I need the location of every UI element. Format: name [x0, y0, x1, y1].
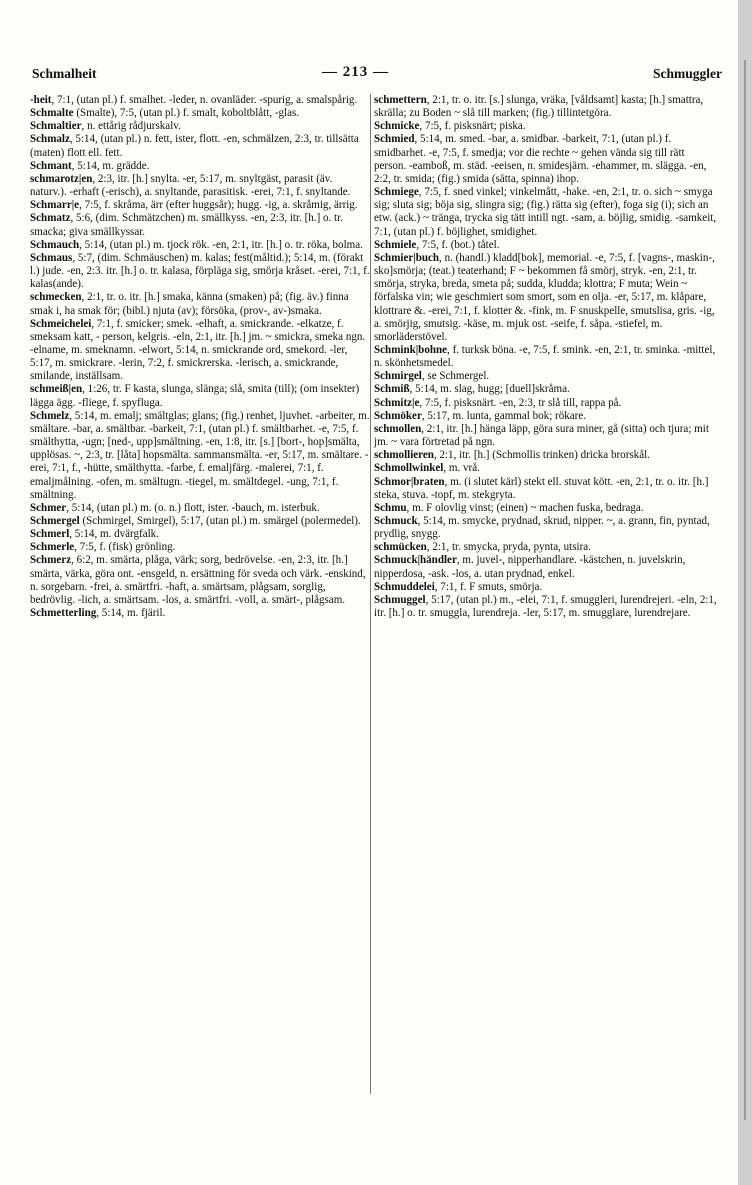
dictionary-entry: schmollen, 2:1, itr. [h.] hänga läpp, göra sura miner, gå (sitta) och tjura; mit jm. ~ vara förtretad på ngn.: [374, 422, 709, 449]
entry-headword: Schmerl: [30, 528, 70, 541]
entry-headword: Schmöker: [374, 409, 422, 422]
entry-headword: Schmicke: [374, 120, 420, 133]
left-column: [30, 94, 370, 620]
dictionary-entry: Schmiege, 7:5, f. sned vinkel; vinkelmått, -hake. -en, 2:1, tr. o. sich ~ smyga sig; sluta sig; böja sig, slingra sig; (fig.) rätta sig (efter), foga sig (i); sich an etw. (ack.) ~ tränga, trycka sig tätt intill ngt. -sam, a. böjlig, smidig. -samkeit, 7:1, (utan pl.) f. böjlighet, smidighet.: [374, 186, 717, 238]
entry-headword: Schmiele: [374, 238, 417, 251]
entry-headword: Schmor|braten: [374, 475, 445, 488]
entry-headword: Schmiege: [374, 186, 419, 199]
entry-headword: schmecken: [30, 291, 82, 304]
entry-headword: Schmalte: [30, 107, 74, 120]
entry-headword: Schmitz|e: [374, 396, 420, 409]
dictionary-entry: Schmier|buch, n. (handl.) kladd[bok], memorial. -e, 7:5, f. [vagns-, maskin-, sko]smörja; (teat.) teaterhand; F ~ bekommen få smörj, stryk. -en, 2:1, tr. smörja, stryka, breda, smeta på; sudda, kludda; klottra; F muta; Wein ~ förfalska vin; wie geschmiert som smort, som en olja. -er, 5:17, m. klåpare, klottrare &. -erei, 7:1, f. klotter &. -fink, m. F snuskpelle, smutslisa, gris. -ig, a. smörjig, smutsig. -käse, m. mjuk ost. -seife, f. såpa. -stiefel, m. smorläderstövel.: [374, 251, 715, 343]
entry-headword: Schmink|bohne: [374, 343, 448, 356]
page-number: — 213 —: [322, 64, 389, 80]
dictionary-entry: Schmergel (Schmirgel, Smirgel), 5:17, (utan pl.) m. smärgel (polermedel).: [30, 515, 361, 527]
dictionary-entry: Schmetterling, 5:14, m. fjäril.: [30, 607, 166, 620]
dictionary-entry: Schmalte (Smalte), 7:5, (utan pl.) f. smalt, koboltblått, -glas.: [30, 107, 300, 120]
dictionary-entry: Schmauch, 5:14, (utan pl.) m. tjock rök. -en, 2:1, itr. [h.] o. tr. röka, bolma.: [30, 238, 363, 251]
dictionary-entry: Schmaltier, n. ettårig rådjurskalv.: [30, 120, 181, 133]
dictionary-entry: schmücken, 2:1, tr. smycka, pryda, pynta, utsira.: [374, 541, 591, 554]
entry-headword: schmarotz|en: [30, 172, 93, 185]
entry-headword: schmücken: [374, 541, 427, 554]
entry-headword: Schmuggel: [374, 593, 426, 606]
entry-headword: Schmier|buch: [374, 251, 440, 264]
entry-headword: Schmergel: [30, 515, 80, 527]
entry-headword: Schmaus: [30, 251, 73, 264]
entry-headword: Schmerle: [30, 541, 75, 554]
dictionary-entry: Schmeichelei, 7:1, f. smicker; smek. -elhaft, a. smickrande. -elkatze, f. smeksam katt, - person, kelgris. -eln, 2:1, itr. [h.] jm. ~ smickra, smeka ngn. -elname, m. smeknamn. -elwort, 5:14, n. smickrande ord, smekord. -ler, 5:17, m. smickrare. -lerin, 7:2, f. smickrerska. -lerisch, a. smickrande, smilande, inställsam.: [30, 317, 366, 383]
dictionary-entry: Schmerle, 7:5, f. (fisk) grönling.: [30, 541, 176, 554]
entry-headword: Schmu: [374, 501, 407, 514]
header-right-guide-word: Schmuggler: [653, 66, 722, 81]
dictionary-entry: Schmicke, 7:5, f. pisksnärt; piska.: [374, 120, 526, 133]
dictionary-entry: Schmiß, 5:14, m. slag, hugg; [duell]skråma.: [374, 383, 570, 396]
dictionary-entry: Schmer, 5:14, (utan pl.) m. (o. n.) flott, ister. -bauch, m. isterbuk.: [30, 501, 320, 514]
right-column: [374, 94, 719, 620]
entry-headword: Schmuck: [374, 515, 418, 527]
dictionary-entry: Schmor|braten, m. (i slutet kärl) stekt ell. stuvat kött. -en, 2:1, tr. o. itr. [h.] steka, stuva. -topf, m. stekgryta.: [374, 475, 709, 501]
dictionary-entry: schmeiß|en, 1:26, tr. F kasta, slunga, slänga; slå, smita (till); (om insekter) lägga ägg. -fliege, f. spyfluga.: [30, 383, 360, 409]
dictionary-entry: Schmant, 5:14, m. grädde.: [30, 159, 150, 172]
page-edge-line: [744, 60, 746, 1120]
entry-headword: Schmollwinkel: [374, 462, 444, 475]
dictionary-entry: schmollieren, 2:1, itr. [h.] (Schmollis trinken) dricka brorskål.: [374, 449, 650, 462]
dictionary-entry: Schmiele, 7:5, f. (bot.) tåtel.: [374, 238, 500, 251]
dictionary-entry: Schmatz, 5:6, (dim. Schmätzchen) m. smällkyss. -en, 2:3, itr. [h.] o. tr. smacka; giva smällkyssar.: [30, 212, 343, 238]
dictionary-entry: Schmerl, 5:14, m. dvärgfalk.: [30, 528, 159, 541]
entry-headword: schmeiß|en: [30, 383, 83, 396]
entry-headword: Schmuck|händler: [374, 554, 457, 567]
dictionary-entry: schmarotz|en, 2:3, itr. [h.] snylta. -er, 5:17, m. snyltgäst, parasit (äv. naturv.). -erhaft (-erisch), a. snyltande, parasitisk. -erei, 7:1, f. snyltande.: [30, 172, 351, 199]
entry-headword: Schmetterling: [30, 607, 97, 620]
dictionary-entry: Schmalz, 5:14, (utan pl.) n. fett, ister, flott. -en, schmälzen, 2:3, tr. tillsätta (maten) flott ell. fett.: [30, 133, 359, 159]
entry-headword: Schmauch: [30, 238, 80, 251]
dictionary-entry: Schmuddelei, 7:1, f. F smuts, smörja.: [374, 580, 543, 593]
page-edge-strip: [738, 0, 752, 1185]
dictionary-entry: schmecken, 2:1, tr. o. itr. [h.] smaka, känna (smaken) på; (fig. äv.) finna smak i, ha smak för; (bibl.) njuta (av); försöka, (prov-, av-)smaka.: [30, 291, 349, 317]
dictionary-entry: Schmöker, 5:17, m. lunta, gammal bok; rökare.: [374, 409, 587, 422]
entry-headword: Schmuddelei: [374, 580, 435, 593]
header-left-guide-word: Schmalheit: [32, 66, 97, 81]
entry-headword: Schmalz: [30, 133, 70, 146]
entry-headword: Schmer: [30, 501, 67, 514]
entry-headword: Schmarr|e: [30, 199, 80, 212]
dictionary-entry: Schmirgel, se Schmergel.: [374, 370, 490, 383]
entry-headword: schmettern: [374, 94, 427, 106]
entry-headword: Schmaltier: [30, 120, 82, 133]
dictionary-entry: Schmitz|e, 7:5, f. pisksnärt. -en, 2:3, tr slå till, rappa på.: [374, 396, 622, 409]
entry-headword: Schmied: [374, 133, 415, 146]
dictionary-entry: Schmollwinkel, m. vrå.: [374, 462, 480, 475]
page-header: [32, 64, 722, 86]
dictionary-entry: Schmu, m. F olovlig vinst; (einen) ~ machen fuska, bedraga.: [374, 501, 644, 514]
entry-headword: Schmelz: [30, 409, 70, 422]
dictionary-entry: Schmink|bohne, f. turksk böna. -e, 7:5, f. smink. -en, 2:1, tr. sminka. -mittel, n. skönhetsmedel.: [374, 343, 716, 370]
entry-headword: -heit: [30, 94, 52, 106]
entry-headword: Schmerz: [30, 554, 72, 567]
dictionary-entry: Schmied, 5:14, m. smed. -bar, a. smidbar. -barkeit, 7:1, (utan pl.) f. smidbarhet. -e, 7:5, f. smedja; vor die rechte ~ gehen vända sig till rätt person. -eamboß, m. städ. -eeisen, n. smidesjärn. -ehammer, m. slägga. -en, 2:2, tr. smida; (fig.) smida (sätta, spinna) ihop.: [374, 133, 707, 185]
dictionary-entry: Schmaus, 5:7, (dim. Schmäuschen) m. kalas; fest(måltid.); 5:14, m. (förakt l.) jude. -en, 2:3. itr. [h.] o. tr. kalasa, förpläga sig, smörja kråset. -erei, 7:1, f. kalas(ande).: [30, 251, 370, 291]
dictionary-entry: Schmuck, 5:14, m. smycke, prydnad, skrud, nipper. ~, a. grann, fin, pyntad, prydlig, snygg.: [374, 515, 710, 541]
dictionary-entry: Schmuggel, 5:17, (utan pl.) m., -elei, 7:1, f. smuggleri, lurendrejeri. -eln, 2:1, itr. [h.] o. tr. smuggla, lurendreja. -ler, 5:17, m. smugglare, lurendrejare.: [374, 593, 717, 620]
dictionary-entry: Schmerz, 6:2, m. smärta, plåga, värk; sorg, bedrövelse. -en, 2:3, itr. [h.] smärta, värka, göra ont. -ensgeld, n. ersättning för sveda och värk. -enskind, n. sorgebarn. -frei, a. smärtfri. -haft, a. smärtsam, plågsam, sorglig, bedrövlig. -lich, a. smärtsam. -los, a. smärtfri. -voll, a. smärt-, plågsam.: [30, 554, 366, 606]
dictionary-entry: Schmarr|e, 7:5, f. skråma, ärr (efter huggsår); hugg. -ig, a. skråmig, ärrig.: [30, 199, 358, 212]
entry-headword: Schmeichelei: [30, 317, 92, 330]
entry-headword: schmollen: [374, 422, 422, 435]
entry-headword: Schmirgel: [374, 370, 422, 383]
column-divider: [370, 94, 371, 1094]
entry-headword: Schmatz: [30, 212, 71, 225]
dictionary-entry: -heit, 7:1, (utan pl.) f. smalhet. -leder, n. ovanläder. -spurig, a. smalspårig.: [30, 94, 358, 106]
dictionary-entry: schmettern, 2:1, tr. o. itr. [s.] slunga, vräka, [våldsamt] kasta; [h.] smattra, skrälla; zu Boden ~ slå till marken; (fig.) tillintetgöra.: [374, 94, 704, 120]
dictionary-entry: Schmuck|händler, m. juvel-, nipperhandlare. -kästchen, n. juvelskrin, nipperdosa, -ask. -los, a. utan prydnad, enkel.: [374, 554, 686, 580]
entry-headword: Schmiß: [374, 383, 410, 396]
entry-headword: schmollieren: [374, 449, 434, 462]
dictionary-entry: Schmelz, 5:14, m. emalj; smältglas; glans; (fig.) renhet, ljuvhet. -arbeiter, m. smältare. -bar, a. smältbar. -barkeit, 7:1, (utan pl.) f. smältbarhet. -e, 7:5, f. smälthytta, -ugn; [ned-, upp]smältning. -en, 1:8, itr. [s.] [bort-, hop]smälta, upplösas. ~, 2:3, tr. [låta] hopsmälta. sammansmälta. -er, 5:17, m. smältare. -erei, 7:1, f., -hütte, smälthytta. -farbe, f. emaljfärg. -malerei, 7:1, f. emaljmålning. -ofen, m. smältugn. -tiegel, m. smältdegel. -ung, 7:1, f. smältning.: [30, 409, 370, 501]
entry-headword: Schmant: [30, 159, 72, 172]
